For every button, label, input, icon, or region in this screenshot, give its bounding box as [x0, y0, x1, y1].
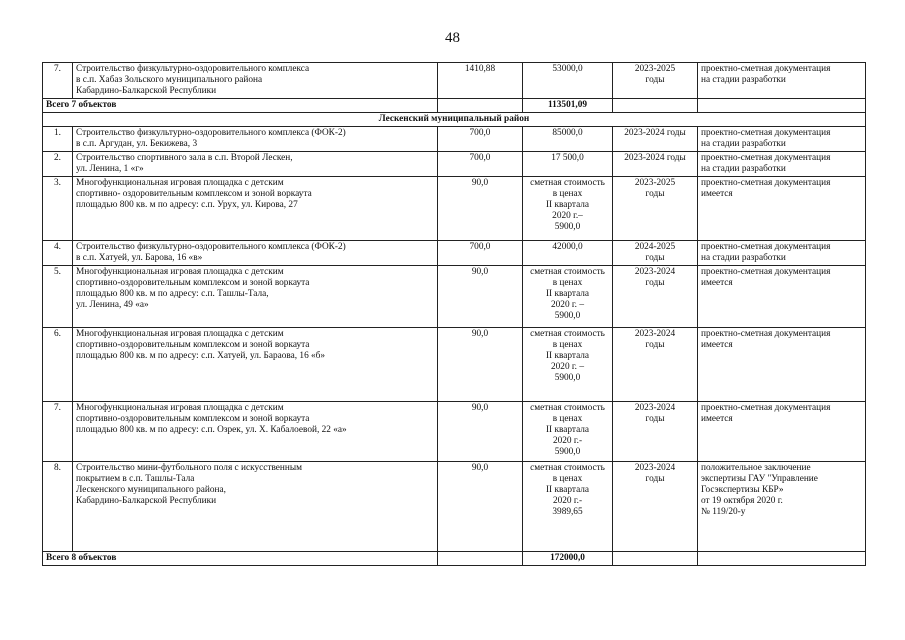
- area-cell: 1410,88: [438, 63, 523, 99]
- object-name-line: Лескенского муниципального района,: [76, 485, 226, 495]
- period-cell-line: годы: [645, 340, 665, 350]
- period-cell: [613, 402, 698, 462]
- cost-cell-line: 85000,0: [552, 128, 583, 138]
- table-row: [43, 462, 866, 552]
- status-note-line: имеется: [701, 278, 733, 288]
- object-name-line: Многофункциональная игровая площадка с детским: [76, 178, 284, 188]
- cost-cell-line: в ценах: [552, 414, 583, 424]
- period-cell: [613, 241, 698, 266]
- cost-cell: [523, 462, 613, 552]
- status-note-line: от 19 октября 2020 г.: [701, 496, 783, 506]
- object-name-line: Многофункциональная игровая площадка с детским: [76, 329, 284, 339]
- object-name: [73, 328, 438, 402]
- status-note: [698, 177, 866, 241]
- cost-cell-line: 5900,0: [554, 373, 581, 383]
- status-note: [698, 152, 866, 177]
- object-name-line: Кабардино-Балкарской Республики: [76, 496, 217, 506]
- object-name-line: в с.п. Хабаз Зольского муниципального района: [76, 75, 263, 85]
- object-name-line: ул. Ленина, 1 «г»: [76, 164, 144, 174]
- cost-cell-line: 53000,0: [552, 64, 583, 74]
- period-cell-line: годы: [645, 414, 665, 424]
- object-name-line: в с.п. Аргудан, ул. Бекижева, 3: [76, 139, 198, 149]
- cost-cell-line: 5900,0: [554, 447, 581, 457]
- object-name-line: Строительство физкультурно-оздоровительного комплекса (ФОК-2): [76, 242, 346, 252]
- cost-cell-line: II квартала: [545, 485, 590, 495]
- period-cell-line: годы: [645, 189, 665, 199]
- object-name: [73, 177, 438, 241]
- status-note: [698, 266, 866, 328]
- area-cell: 90,0: [438, 402, 523, 462]
- period-cell-line: 2023-2024: [634, 463, 676, 473]
- row-number: 4.: [43, 241, 73, 266]
- status-note-line: проектно-сметная документация: [701, 153, 831, 163]
- cost-cell-line: в ценах: [552, 189, 583, 199]
- empty-cell: [613, 99, 698, 113]
- object-name-line: спортивно-оздоровительным комплексом и зоной воркаута: [76, 278, 310, 288]
- object-name-line: Строительство спортивного зала в с.п. Второй Лескен,: [76, 153, 293, 163]
- area-cell: 700,0: [438, 152, 523, 177]
- cost-cell-line: 2020 г.-: [552, 496, 583, 506]
- status-note-line: на стадии разработки: [701, 164, 786, 174]
- period-cell: [613, 328, 698, 402]
- cost-cell: [523, 177, 613, 241]
- cost-cell: [523, 328, 613, 402]
- object-name-line: Многофункциональная игровая площадка с детским: [76, 267, 284, 277]
- page-number: 48: [445, 30, 460, 46]
- period-cell-line: годы: [645, 278, 665, 288]
- cost-cell-line: сметная стоимость: [530, 178, 605, 188]
- empty-cell: [698, 99, 866, 113]
- cost-cell-line: в ценах: [552, 474, 583, 484]
- table-row: [43, 266, 866, 328]
- area-cell: 700,0: [438, 127, 523, 152]
- object-name-line: спортивно-оздоровительным комплексом и зоной воркаута: [76, 414, 310, 424]
- empty-cell: [613, 552, 698, 566]
- cost-cell-line: сметная стоимость: [530, 403, 605, 413]
- table-row: [43, 241, 866, 266]
- status-note-line: Госэкспертизы КБР»: [701, 485, 784, 495]
- total-row: [43, 552, 866, 566]
- area-cell: 90,0: [438, 462, 523, 552]
- object-name-line: Строительство физкультурно-оздоровительного комплекса: [76, 64, 310, 74]
- object-name-line: Кабардино-Балкарской Республики: [76, 86, 217, 96]
- cost-cell: [523, 266, 613, 328]
- cost-cell-line: II квартала: [545, 200, 590, 210]
- status-note-line: имеется: [701, 414, 733, 424]
- period-cell-line: 2023-2025: [634, 178, 676, 188]
- status-note: [698, 328, 866, 402]
- status-note-line: проектно-сметная документация: [701, 403, 831, 413]
- table-row: [43, 63, 866, 99]
- table-row: [43, 177, 866, 241]
- empty-cell: [438, 552, 523, 566]
- status-note-line: № 119/20-у: [701, 507, 746, 517]
- period-cell-line: 2023-2024: [634, 329, 676, 339]
- period-cell-line: 2023-2024: [634, 403, 676, 413]
- object-name-line: площадью 800 кв. м по адресу: с.п. Хатуей, ул. Бараова, 16 «б»: [76, 351, 326, 361]
- object-name-line: площадью 800 кв. м по адресу: с.п. Ташлы-Тала,: [76, 289, 269, 299]
- empty-cell: [438, 99, 523, 113]
- section-header-row: [43, 113, 866, 127]
- total-sum: 172000,0: [523, 552, 613, 566]
- status-note-line: имеется: [701, 189, 733, 199]
- status-note-line: проектно-сметная документация: [701, 178, 831, 188]
- object-name: [73, 63, 438, 99]
- row-number: 6.: [43, 328, 73, 402]
- object-name: [73, 402, 438, 462]
- cost-cell-line: 17 500,0: [551, 153, 584, 163]
- status-note-line: имеется: [701, 340, 733, 350]
- status-note-line: проектно-сметная документация: [701, 128, 831, 138]
- period-cell-line: годы: [645, 474, 665, 484]
- cost-cell-line: сметная стоимость: [530, 463, 605, 473]
- status-note-line: положительное заключение: [701, 463, 811, 473]
- object-name-line: Строительство мини-футбольного поля с искусственным: [76, 463, 302, 473]
- table-row: [43, 127, 866, 152]
- total-label: Всего 8 объектов: [43, 552, 438, 566]
- status-note-line: проектно-сметная документация: [701, 267, 831, 277]
- object-name-line: площадью 800 кв. м по адресу: с.п. Урух, ул. Кирова, 27: [76, 200, 298, 210]
- object-name-line: ул. Ленина, 49 «а»: [76, 300, 149, 310]
- table-row: [43, 152, 866, 177]
- cost-cell: [523, 63, 613, 99]
- cost-cell: [523, 402, 613, 462]
- status-note: [698, 462, 866, 552]
- cost-cell-line: 3989,65: [552, 507, 583, 517]
- cost-cell-line: II квартала: [545, 425, 590, 435]
- row-number: 2.: [43, 152, 73, 177]
- object-name-line: площадью 800 кв. м по адресу: с.п. Озрек, ул. Х. Кабалоевой, 22 «а»: [76, 425, 347, 435]
- object-name-line: спортивно-оздоровительным комплексом и зоной воркаута: [76, 340, 310, 350]
- cost-cell-line: сметная стоимость: [530, 329, 605, 339]
- status-note-line: на стадии разработки: [701, 139, 786, 149]
- period-cell: [613, 63, 698, 99]
- status-note-line: проектно-сметная документация: [701, 242, 831, 252]
- area-cell: 90,0: [438, 266, 523, 328]
- object-name: [73, 152, 438, 177]
- status-note: [698, 127, 866, 152]
- cost-cell-line: II квартала: [545, 351, 590, 361]
- status-note-line: экспертизы ГАУ "Управление: [701, 474, 818, 484]
- period-cell: [613, 177, 698, 241]
- table-row: [43, 328, 866, 402]
- cost-cell-line: сметная стоимость: [530, 267, 605, 277]
- period-cell-line: 2023-2024 годы: [624, 153, 686, 163]
- object-name: [73, 266, 438, 328]
- status-note-line: на стадии разработки: [701, 253, 786, 263]
- status-note: [698, 241, 866, 266]
- period-cell-line: 2023-2024 годы: [624, 128, 686, 138]
- row-number: 3.: [43, 177, 73, 241]
- total-row: [43, 99, 866, 113]
- total-sum: 113501,09: [523, 99, 613, 113]
- object-name-line: в с.п. Хатуей, ул. Барова, 16 «в»: [76, 253, 203, 263]
- cost-cell-line: 2020 г.-: [552, 436, 583, 446]
- section-title: Лескенский муниципальный район: [43, 113, 866, 127]
- cost-cell: [523, 241, 613, 266]
- cost-cell-line: 2020 г. –: [551, 362, 584, 372]
- status-note-line: на стадии разработки: [701, 75, 786, 85]
- status-note-line: проектно-сметная документация: [701, 329, 831, 339]
- row-number: 7.: [43, 63, 73, 99]
- empty-cell: [698, 552, 866, 566]
- object-name-line: покрытием в с.п. Ташлы-Тала: [76, 474, 195, 484]
- period-cell: [613, 127, 698, 152]
- cost-cell-line: 5900,0: [554, 222, 581, 232]
- object-name-line: спортивно- оздоровительным комплексом и зоной воркаута: [76, 189, 312, 199]
- cost-cell-line: 42000,0: [552, 242, 583, 252]
- period-cell-line: годы: [645, 253, 665, 263]
- cost-cell: [523, 152, 613, 177]
- object-name: [73, 127, 438, 152]
- status-note-line: проектно-сметная документация: [701, 64, 831, 74]
- period-cell-line: 2024-2025: [634, 242, 676, 252]
- area-cell: 90,0: [438, 177, 523, 241]
- object-name-line: Многофункциональная игровая площадка с детским: [76, 403, 284, 413]
- period-cell: [613, 266, 698, 328]
- period-cell-line: годы: [645, 75, 665, 85]
- objects-table: [42, 62, 866, 566]
- cost-cell-line: в ценах: [552, 278, 583, 288]
- cost-cell-line: 2020 г. –: [551, 300, 584, 310]
- total-label: Всего 7 объектов: [43, 99, 438, 113]
- object-name: [73, 462, 438, 552]
- cost-cell-line: 2020 г.–: [552, 211, 583, 221]
- period-cell: [613, 462, 698, 552]
- period-cell-line: 2023-2024: [634, 267, 676, 277]
- area-cell: 90,0: [438, 328, 523, 402]
- status-note: [698, 402, 866, 462]
- period-cell: [613, 152, 698, 177]
- cost-cell: [523, 127, 613, 152]
- status-note: [698, 63, 866, 99]
- cost-cell-line: II квартала: [545, 289, 590, 299]
- row-number: 8.: [43, 462, 73, 552]
- row-number: 1.: [43, 127, 73, 152]
- cost-cell-line: в ценах: [552, 340, 583, 350]
- row-number: 5.: [43, 266, 73, 328]
- table-row: [43, 402, 866, 462]
- object-name-line: Строительство физкультурно-оздоровительного комплекса (ФОК-2): [76, 128, 346, 138]
- cost-cell-line: 5900,0: [554, 311, 581, 321]
- row-number: 7.: [43, 402, 73, 462]
- object-name: [73, 241, 438, 266]
- period-cell-line: 2023-2025: [634, 64, 676, 74]
- area-cell: 700,0: [438, 241, 523, 266]
